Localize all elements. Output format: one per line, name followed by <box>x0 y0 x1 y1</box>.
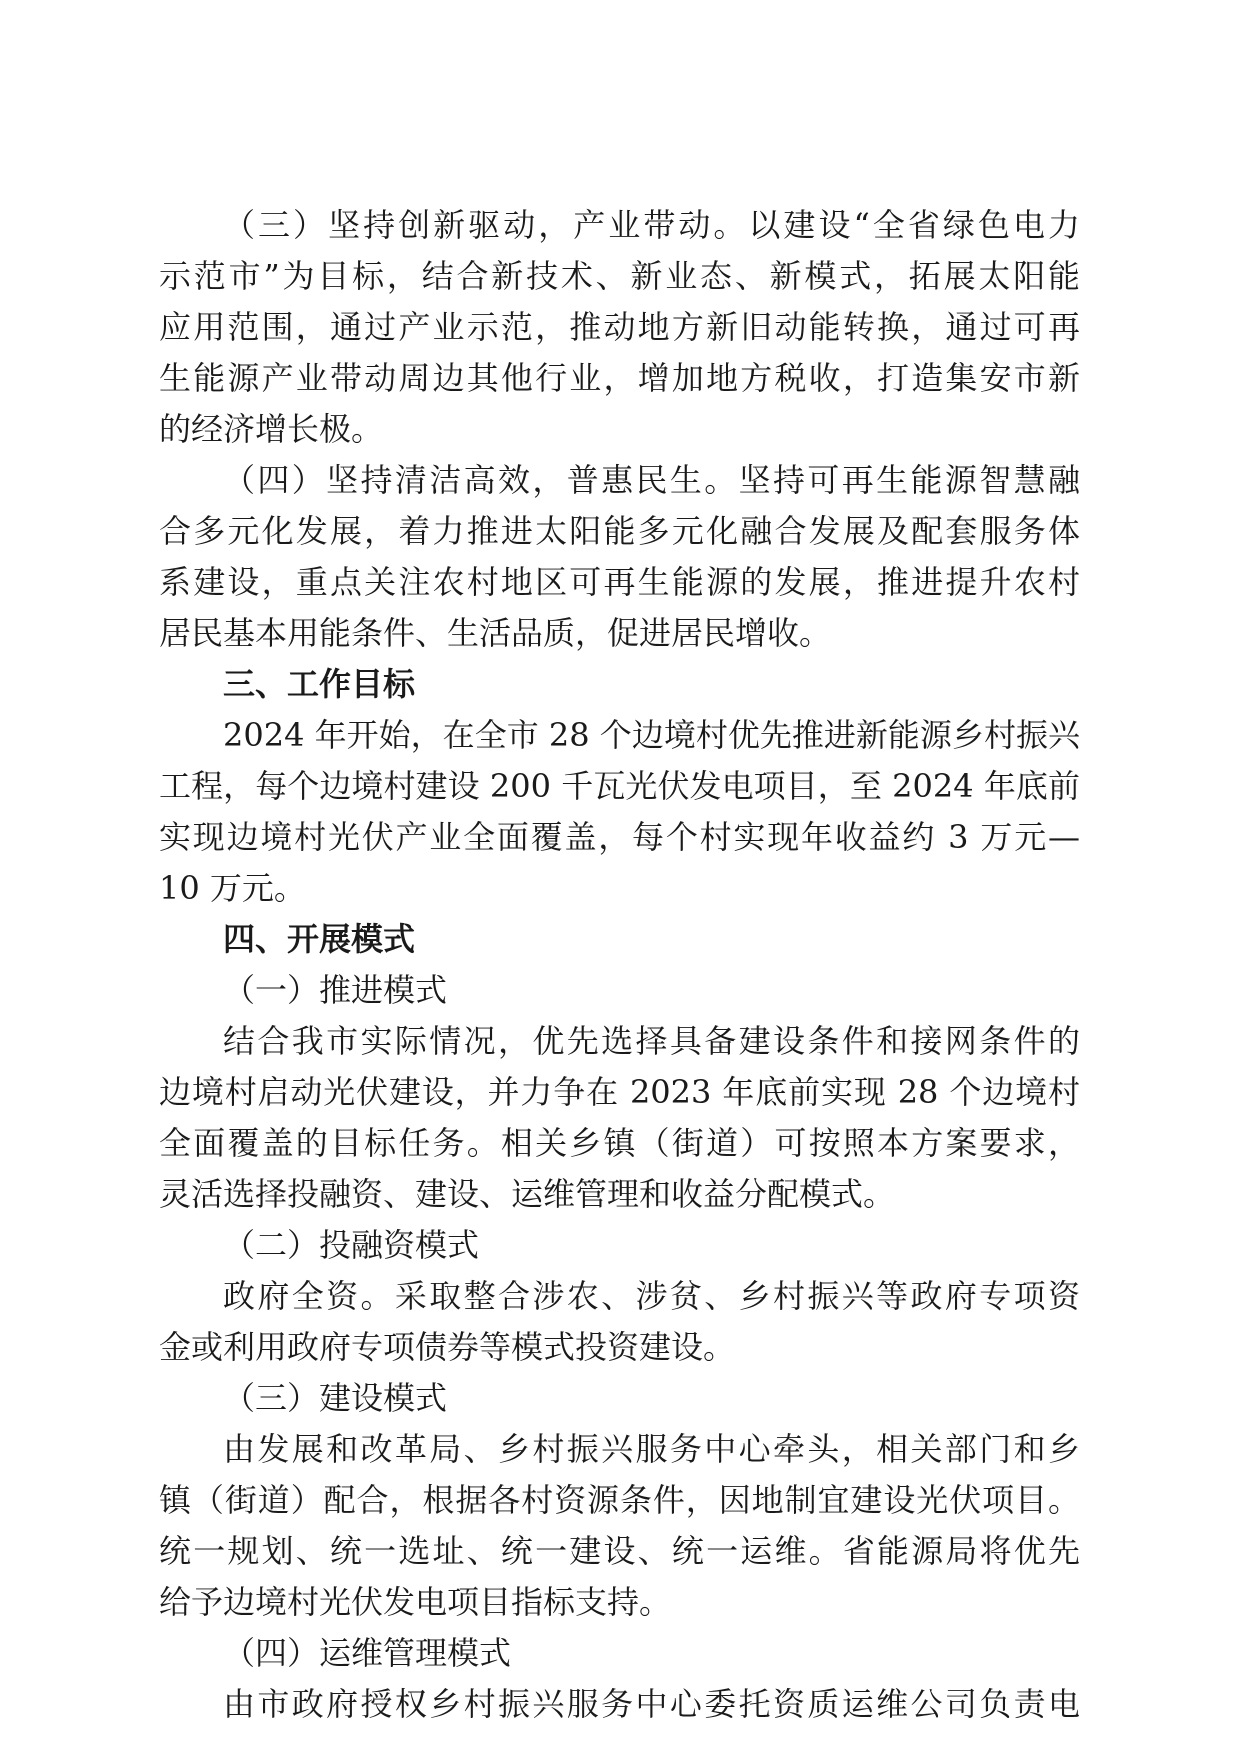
paragraph-line: 由发展和改革局、乡村振兴服务中心牵头，相关部门和乡 <box>223 1430 1080 1468</box>
paragraph-line: 居民基本用能条件、生活品质，促进居民增收。 <box>159 614 832 652</box>
paragraph-line: 金或利用政府专项债券等模式投资建设。 <box>159 1328 736 1366</box>
section-heading: 四、开展模式 <box>223 920 416 958</box>
paragraph-line: 政府全资。采取整合涉农、涉贫、乡村振兴等政府专项资 <box>223 1277 1080 1315</box>
subsection-heading: （四）运维管理模式 <box>223 1634 512 1672</box>
paragraph-line: 镇（街道）配合，根据各村资源条件，因地制宜建设光伏项目。 <box>159 1481 1080 1519</box>
paragraph-line: 统一规划、统一选址、统一建设、统一运维。省能源局将优先 <box>159 1532 1080 1570</box>
paragraph-line: 生能源产业带动周边其他行业，增加地方税收，打造集安市新 <box>159 359 1080 397</box>
paragraph-line: 结合我市实际情况，优先选择具备建设条件和接网条件的 <box>223 1022 1080 1060</box>
paragraph-line: 应用范围，通过产业示范，推动地方新旧动能转换，通过可再 <box>159 308 1080 346</box>
document-body <box>159 200 1080 1730</box>
paragraph-line: 的经济增长极。 <box>159 410 384 448</box>
section-heading: 三、工作目标 <box>223 665 416 703</box>
paragraph-line: 示范市”为目标，结合新技术、新业态、新模式，拓展太阳能 <box>159 257 1080 295</box>
paragraph-line: （三）坚持创新驱动，产业带动。以建设“全省绿色电力 <box>223 206 1080 244</box>
paragraph-line: 给予边境村光伏发电项目指标支持。 <box>159 1583 672 1621</box>
paragraph-line: 边境村启动光伏建设，并力争在 2023 年底前实现 28 个边境村 <box>159 1073 1080 1111</box>
paragraph-line: 实现边境村光伏产业全面覆盖，每个村实现年收益约 3 万元— <box>159 818 1080 856</box>
subsection-heading: （一）推进模式 <box>223 971 448 1009</box>
paragraph-line: 灵活选择投融资、建设、运维管理和收益分配模式。 <box>159 1175 896 1213</box>
paragraph-line: 系建设，重点关注农村地区可再生能源的发展，推进提升农村 <box>159 563 1080 601</box>
subsection-heading: （二）投融资模式 <box>223 1226 480 1264</box>
paragraph-line: 2024 年开始，在全市 28 个边境村优先推进新能源乡村振兴 <box>223 716 1080 754</box>
paragraph-line: 合多元化发展，着力推进太阳能多元化融合发展及配套服务体 <box>159 512 1080 550</box>
paragraph-line: 10 万元。 <box>159 869 306 907</box>
subsection-heading: （三）建设模式 <box>223 1379 448 1417</box>
paragraph-line: 全面覆盖的目标任务。相关乡镇（街道）可按照本方案要求， <box>159 1124 1080 1162</box>
paragraph-line: 工程，每个边境村建设 200 千瓦光伏发电项目，至 2024 年底前 <box>159 767 1080 805</box>
paragraph-line: （四）坚持清洁高效，普惠民生。坚持可再生能源智慧融 <box>223 461 1080 499</box>
paragraph-line: 由市政府授权乡村振兴服务中心委托资质运维公司负责电 <box>223 1685 1080 1723</box>
